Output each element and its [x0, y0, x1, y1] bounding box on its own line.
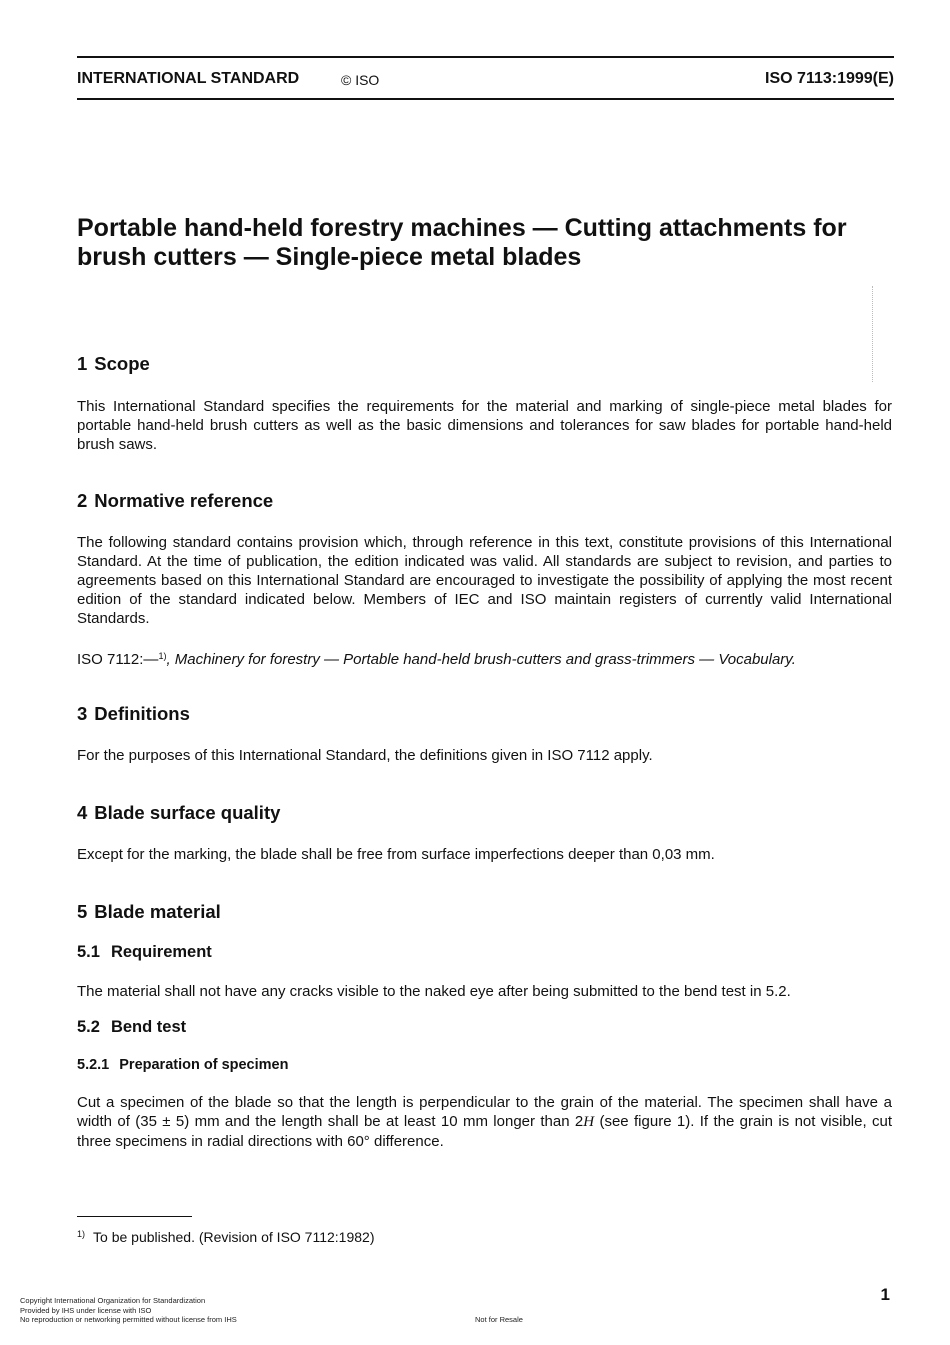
section-title: Scope — [94, 353, 150, 374]
not-for-resale-notice: Not for Resale — [475, 1315, 523, 1324]
section-number: 2 — [77, 490, 88, 511]
subsection-number: 5.1 — [77, 943, 100, 961]
section-surface-heading — [77, 802, 280, 824]
subsection-number: 5.2 — [77, 1018, 100, 1036]
legal-line: No reproduction or networking permitted without license from IHS — [20, 1315, 237, 1324]
page-number: 1 — [880, 1285, 890, 1304]
reference-title: , Machinery for forestry — Portable hand-held brush-cutters and grass-trimmers — Vocabulary. — [166, 651, 796, 668]
header-bottom-rule — [77, 98, 894, 100]
reference-code: ISO 7112:— — [77, 651, 159, 668]
section-scope-heading — [77, 353, 150, 375]
header-top-rule — [77, 56, 894, 58]
section-definitions-heading — [77, 703, 190, 725]
section-title: Blade material — [94, 901, 221, 922]
header-standard-number: ISO 7113:1999(E) — [765, 70, 894, 87]
scope-paragraph: This International Standard specifies the requirements for the material and marking of single-piece metal blades for portable hand-held brush cutters as well as the basic dimensions and tolerances for saw blades for portable hand-held brush saws. — [77, 398, 892, 453]
header-copyright: © ISO — [341, 72, 380, 88]
preparation-text-a: Cut a specimen of the blade so that the length is perpendicular to the grain of the material. The specimen shall have a width of (35 ± 5) mm and the length shall be at least 10 mm longer than 2 — [77, 1094, 892, 1130]
footnote-number: 1) — [77, 1229, 86, 1239]
section-number: 1 — [77, 353, 88, 374]
footnote — [77, 1229, 375, 1245]
section-number: 3 — [77, 703, 88, 724]
normative-paragraph: The following standard contains provision which, through reference in this text, constitute provisions of this International Standard. At the time of publication, the edition indicated was valid. All standards are subject to revision, and parties to agreements based on this International Standard are encouraged to investigate the possibility of applying the most recent edition of the standard indicated below. Members of IEC and ISO maintain registers of currently valid International Standards. — [77, 534, 892, 627]
subsubsection-title: Preparation of specimen — [119, 1057, 289, 1073]
section-title: Definitions — [94, 703, 190, 724]
section-normative-heading — [77, 490, 273, 512]
section-number: 4 — [77, 802, 88, 823]
subsubsection-preparation-heading — [77, 1057, 288, 1073]
normative-reference-entry — [77, 647, 892, 669]
subsection-title: Bend test — [110, 1018, 187, 1036]
subsection-bend-test-heading — [77, 1018, 186, 1037]
section-title: Normative reference — [94, 490, 274, 511]
preparation-text-b: (see figure 1). If the grain is not visible, cut three specimens in radial directions with 60° difference. — [77, 1113, 892, 1150]
requirement-paragraph: The material shall not have any cracks visible to the naked eye after being submitted to the bend test in 5.2. — [77, 983, 791, 1000]
legal-notice — [20, 1296, 237, 1325]
section-number: 5 — [77, 901, 88, 922]
subsection-title: Requirement — [110, 943, 212, 961]
variable-h: H — [583, 1114, 595, 1130]
footnote-rule — [77, 1216, 192, 1217]
definitions-paragraph: For the purposes of this International Standard, the definitions given in ISO 7112 apply. — [77, 747, 653, 764]
subsubsection-number: 5.2.1 — [77, 1057, 110, 1073]
legal-line: Copyright International Organization for Standardization — [20, 1296, 206, 1305]
subsection-requirement-heading — [77, 943, 212, 962]
footnote-text: To be published. (Revision of ISO 7112:1982) — [93, 1229, 375, 1245]
section-material-heading — [77, 901, 221, 923]
surface-paragraph: Except for the marking, the blade shall be free from surface imperfections deeper than 0,03 mm. — [77, 846, 715, 863]
preparation-paragraph — [77, 1093, 892, 1151]
legal-line: Provided by IHS under license with ISO — [20, 1305, 152, 1315]
document-title: Portable hand-held forestry machines — Cutting attachments for brush cutters — Single-piece metal blades — [77, 214, 847, 271]
footnote-marker: 1) — [158, 651, 167, 661]
header-standard-label: INTERNATIONAL STANDARD — [77, 70, 300, 87]
margin-mark — [872, 286, 877, 382]
section-title: Blade surface quality — [94, 802, 281, 823]
